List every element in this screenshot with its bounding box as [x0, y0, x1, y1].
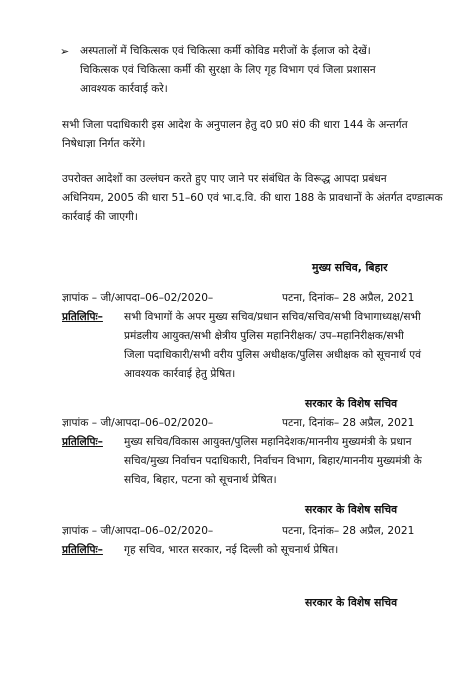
memo2-copy-label: प्रतिलिपिः–: [62, 436, 103, 448]
memo3-line-1: गृह सचिव, भारत सरकार, नई दिल्ली को सूचनार्थ प्रेषित।: [124, 544, 339, 556]
memo3-reference: ज्ञापांक – जी/आपदा–06–02/2020–: [62, 525, 214, 537]
memo2-reference: ज्ञापांक – जी/आपदा–06–02/2020–: [62, 417, 214, 429]
memo2-line-2: सचिव/मुख्य निर्वाचन पदाधिकारी, निर्वाचन विभाग, बिहार/माननीय मुख्यमंत्री के: [124, 455, 422, 467]
para1-line-2: निषेधाज्ञा निर्गत करेंगे।: [62, 138, 146, 150]
signature-special-secretary-3: सरकार के विशेष सचिव: [305, 596, 398, 609]
para2-line-1: उपरोक्त आदेशों का उल्लंघन करते हुए पाए जाने पर संबंधित के विरूद्ध आपदा प्रबंधन: [62, 173, 387, 185]
memo2-place-date: पटना, दिनांक– 28 अप्रैल, 2021: [282, 417, 415, 429]
memo1-line-2: प्रमंडलीय आयुक्त/सभी क्षेत्रीय पुलिस महानिरीक्षक/ उप–महानिरीक्षक/सभी: [124, 330, 404, 342]
memo2-line-1: मुख्य सचिव/विकास आयुक्त/पुलिस महानिदेशक/माननीय मुख्यमंत्री के प्रधान: [124, 436, 412, 448]
memo1-copy-label: प्रतिलिपिः–: [62, 311, 103, 323]
memo3-place-date: पटना, दिनांक– 28 अप्रैल, 2021: [282, 525, 415, 537]
para2-line-2: अधिनियम, 2005 की धारा 51–60 एवं भा.द.वि. की धारा 188 के प्रावधानों के अंतर्गत दण्डात्मक: [62, 192, 443, 204]
bullet-line-3: आवश्यक कार्रवाई करे।: [80, 83, 168, 95]
para1-line-1: सभी जिला पदाधिकारी इस आदेश के अनुपालन हेतु द0 प्र0 सं0 की धारा 144 के अन्तर्गत: [62, 119, 408, 131]
bullet-line-1: अस्पतालों में चिकित्सक एवं चिकित्सा कर्मी कोविड मरीजों के ईलाज को देखें।: [80, 45, 371, 57]
memo1-reference: ज्ञापांक – जी/आपदा–06–02/2020–: [62, 292, 214, 304]
para2-line-3: कार्रवाई की जाएगी।: [62, 211, 138, 223]
signature-special-secretary-2: सरकार के विशेष सचिव: [305, 503, 398, 516]
memo3-copy-label: प्रतिलिपिः–: [62, 544, 103, 556]
bullet-arrow-icon: ➢: [60, 45, 70, 58]
memo1-line-4: आवश्यक कार्रवाई हेतु प्रेषित।: [124, 368, 236, 380]
bullet-line-2: चिकित्सक एवं चिकित्सा कर्मी की सुरक्षा के लिए गृह विभाग एवं जिला प्रशासन: [80, 64, 376, 76]
memo1-place-date: पटना, दिनांक– 28 अप्रैल, 2021: [282, 292, 415, 304]
memo1-line-1: सभी विभागों के अपर मुख्य सचिव/प्रधान सचिव/सचिव/सभी विभागाध्यक्ष/सभी: [124, 311, 421, 323]
memo1-line-3: जिला पदाधिकारी/सभी वरीय पुलिस अधीक्षक/पुलिस अधीक्षक को सूचनार्थ एवं: [124, 349, 421, 361]
signature-special-secretary-1: सरकार के विशेष सचिव: [305, 397, 398, 410]
signature-chief-secretary: मुख्य सचिव, बिहार: [312, 261, 388, 274]
memo2-line-3: सचिव, बिहार, पटना को सूचनार्थ प्रेषित।: [124, 474, 277, 486]
